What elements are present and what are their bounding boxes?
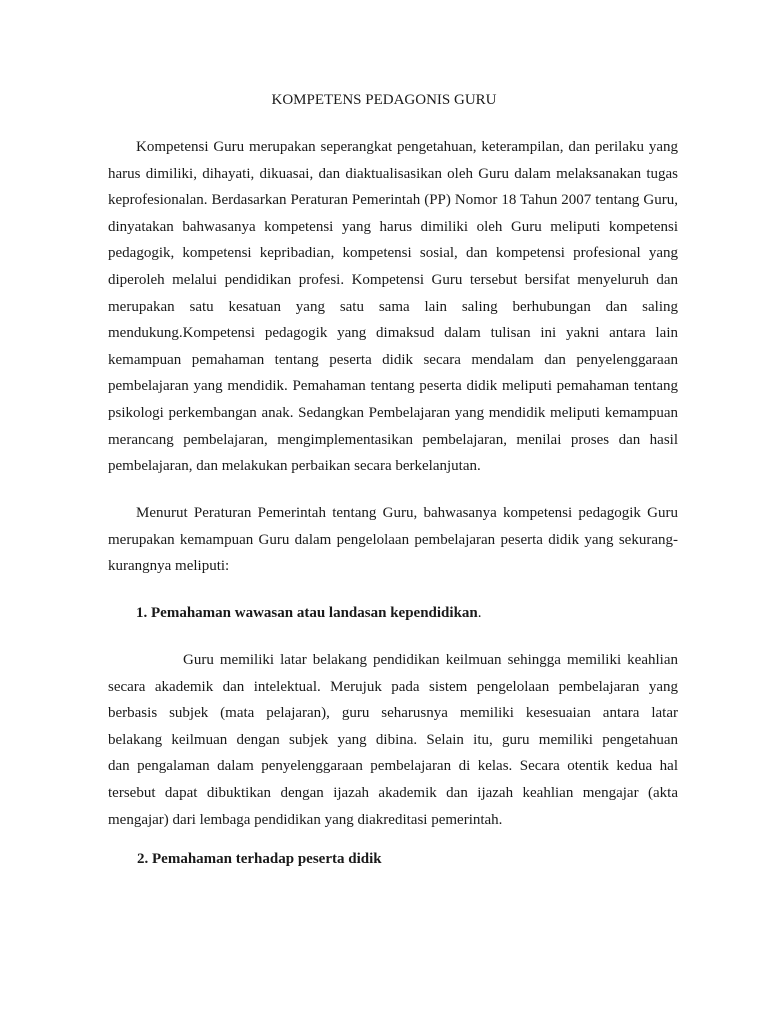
section-heading-1-period: . — [477, 605, 482, 621]
paragraph-competence-definition — [108, 134, 678, 480]
text-line: pembelajaran yang mendidik. Pemahaman tentang peserta didik meliputi pemahaman tentang — [108, 378, 678, 395]
paragraph-section-1 — [108, 647, 678, 833]
section-heading-2: 2. Pemahaman terhadap peserta didik — [137, 851, 382, 867]
section-heading-1-text: 1. Pemahaman wawasan atau landasan kependidikan — [136, 605, 478, 621]
text-line: berbasis subjek (mata pelajaran), guru seharusnya memiliki kesesuaian antara latar — [108, 705, 678, 722]
text-line: belakang keilmuan dengan subjek yang dibina. Selain itu, guru memiliki pengetahuan — [108, 731, 678, 748]
text-line: merupakan kemampuan Guru dalam pengelolaan pembelajaran peserta didik yang sekurang- — [108, 531, 678, 548]
text-line: Menurut Peraturan Pemerintah tentang Guru, bahwasanya kompetensi pedagogik Guru — [136, 505, 678, 521]
text-line: secara akademik dan intelektual. Merujuk pada sistem pengelolaan pembelajaran yang — [108, 678, 678, 695]
paragraph-regulation — [108, 500, 678, 580]
text-line: keprofesionalan. Berdasarkan Peraturan Pemerintah (PP) Nomor 18 Tahun 2007 tentang Guru, — [108, 192, 678, 209]
text-line: mendukung.Kompetensi pedagogik yang dimaksud dalam tulisan ini yakni antara lain — [108, 325, 678, 342]
document-title: KOMPETENS PEDAGONIS GURU — [271, 92, 497, 108]
text-line: Guru memiliki latar belakang pendidikan keilmuan sehingga memiliki keahlian — [183, 652, 678, 668]
text-line: kurangnya meliputi: — [108, 558, 230, 575]
text-line: diperoleh melalui pendidikan profesi. Kompetensi Guru tersebut bersifat menyeluruh dan — [108, 271, 678, 288]
text-line: dan pengalaman dalam penyelenggaraan pembelajaran di kelas. Secara otentik kedua hal — [108, 758, 678, 775]
text-line: merupakan satu kesatuan yang satu sama lain saling berhubungan dan saling — [108, 298, 678, 315]
text-line: harus dimiliki, dihayati, dikuasai, dan diaktualisasikan oleh Guru dalam melaksanakan tugas — [108, 165, 678, 182]
text-line: mengajar) dari lembaga pendidikan yang diakreditasi pemerintah. — [108, 811, 503, 828]
text-line: kemampuan pemahaman tentang peserta didik secara mendalam dan penyelenggaraan — [108, 351, 678, 368]
text-line: pedagogik, kompetensi kepribadian, kompetensi sosial, dan kompetensi profesional yang — [108, 245, 678, 262]
text-line: merancang pembelajaran, mengimplementasikan pembelajaran, menilai proses dan hasil — [108, 431, 678, 448]
text-line: psikologi perkembangan anak. Sedangkan Pembelajaran yang mendidik meliputi kemampuan — [108, 404, 678, 421]
text-line: pembelajaran, dan melakukan perbaikan secara berkelanjutan. — [108, 458, 481, 475]
section-heading-1 — [136, 605, 482, 622]
text-line: dinyatakan bahwasanya kompetensi yang harus dimiliki oleh Guru meliputi kompetensi — [108, 218, 678, 235]
text-line: tersebut dapat dibuktikan dengan ijazah akademik dan ijazah keahlian mengajar (akta — [108, 784, 678, 801]
text-line: Kompetensi Guru merupakan seperangkat pengetahuan, keterampilan, dan perilaku yang — [136, 139, 678, 155]
